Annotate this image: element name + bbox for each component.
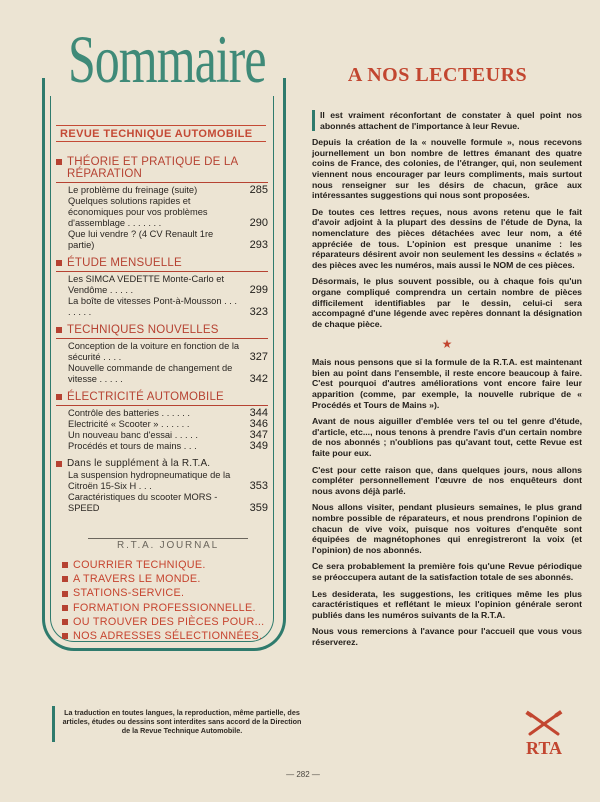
journal-item[interactable] [62, 615, 272, 629]
bullet-square-icon [56, 394, 62, 400]
bullet-square-icon [62, 633, 68, 639]
toc-item-label: Que lui vendre ? (4 CV Renault 1re partie) [68, 229, 214, 250]
journal-item-label: COURRIER TECHNIQUE. [73, 559, 206, 571]
star-separator-icon: ★ [441, 337, 453, 352]
toc-item[interactable] [68, 274, 268, 296]
table-of-contents [56, 150, 268, 514]
toc-item-page: 342 [249, 373, 268, 385]
section-title: THÉORIE ET PRATIQUE DE LA RÉPARATION [67, 156, 238, 180]
article-paragraph: Depuis la création de la « nouvelle formule », nous recevons journellement un bon nombre de lettres émanant des quatre coins de France, des colonies, de l'étranger, qui, non seulement viennent nous encourager par leurs compliments, mais surtout nous renseigner sur les désirs de chacun, grâce aux intéressantes suggestions qui nous sont proposées. [312, 137, 582, 201]
toc-item[interactable] [68, 441, 268, 452]
toc-item-label: Caractéristiques du scooter MORS - SPEED [68, 492, 218, 513]
article-paragraph: Désormais, le plus souvent possible, ou à chaque fois qu'un organe compliqué comprendra un certain nombre de pièces difficilement identifiables par le dessin, celui-ci sera accompagné d'une légende avec repères donnant la désignation de chaque pièce. [312, 276, 582, 329]
journal-item-label: FORMATION PROFESSIONNELLE. [73, 601, 256, 614]
toc-item-label: La boîte de vitesses Pont-à-Mousson . . . . . . . . [68, 296, 237, 317]
bullet-square-icon [62, 619, 68, 625]
toc-heading: REVUE TECHNIQUE AUTOMOBILE [56, 125, 266, 142]
bullet-square-icon [62, 562, 68, 568]
toc-item-page: 293 [249, 239, 268, 251]
journal-list [62, 558, 272, 643]
legal-notice [62, 708, 302, 735]
article-paragraph: C'est pour cette raison que, dans quelques jours, nous allons compléter personnellement l'œuvre de nos enquêteurs dont nous avons déjà parlé. [312, 464, 582, 496]
journal-item-label: STATIONS-SERVICE. [73, 587, 185, 600]
article-paragraph: Avant de nous aiguiller d'emblée vers tel ou tel genre d'étude, d'article, etc..., nous tenons à prendre l'avis d'un certain nombre de nos abonnés ; n'oublions pas qu'avant tout, cette Revue est faite pour eux. [312, 416, 582, 459]
toc-section [56, 391, 268, 452]
section-title: ÉLECTRICITÉ AUTOMOBILE [67, 391, 224, 403]
toc-item-label: Le problème du freinage (suite) [68, 185, 198, 195]
bullet-square-icon [62, 605, 68, 611]
bullet-square-icon [56, 260, 62, 266]
journal-item-label: NOS ADRESSES SÉLECTIONNÉES. [73, 630, 263, 643]
toc-item-label: Nouvelle commande de changement de vitesse . . . . . [68, 363, 233, 384]
bullet-square-icon [56, 461, 62, 467]
article-title: A NOS LECTEURS [347, 64, 528, 86]
legal-text: La traduction en toutes langues, la reproduction, même partielle, des articles, études ou dessins sont interdites sans accord de la Direction de la Revue Technique Automobile. [62, 708, 302, 735]
journal-item-label: OU TROUVER DES PIÈCES POUR... [73, 615, 265, 628]
toc-item-page: 353 [249, 480, 268, 492]
article-paragraph: Il est vraiment réconfortant de constater à quel point nos abonnés attachent de l'importance à leur Revue. [312, 110, 582, 131]
journal-item[interactable] [62, 558, 272, 572]
toc-section [56, 257, 268, 318]
section-rule [56, 182, 268, 183]
section-title: ÉTUDE MENSUELLE [67, 257, 182, 269]
section-rule [56, 338, 268, 339]
toc-item-page: 327 [249, 351, 268, 363]
toc-item[interactable] [68, 492, 268, 514]
section-rule [56, 271, 268, 272]
toc-item-label: Les SIMCA VEDETTE Monte-Carlo et Vendôme . . . . . [68, 274, 225, 295]
toc-item-page: 359 [249, 502, 268, 514]
bullet-square-icon [56, 327, 62, 333]
toc-item-label: Procédés et tours de mains . . . [68, 441, 197, 451]
article-paragraph: Les desiderata, les suggestions, les critiques même les plus caractéristiques et reflétant le mieux l'opinion générale seront publiés dans les numéros suivants de la R.T.A. [312, 588, 582, 620]
logo-text: RTA [525, 738, 563, 758]
bullet-square-icon [62, 591, 68, 597]
toc-item[interactable] [68, 229, 268, 251]
rta-logo-icon [518, 710, 570, 760]
toc-section [56, 156, 268, 251]
article-paragraph: Ce sera probablement la première fois qu'une Revue périodique se préoccupera autant de la satisfaction totale de ses abonnés. [312, 561, 582, 582]
article-paragraph: Mais nous pensons que si la formule de la R.T.A. est maintenant bien au point dans l'ensemble, il reste encore beaucoup à faire. C'est pourquoi d'autres améliorations vont encore faire leur apparition (comme, par exemple, la nouvelle rubrique de « Procédés et Tours de Mains »). [312, 357, 582, 410]
toc-item[interactable] [68, 196, 268, 229]
toc-item-label: Un nouveau banc d'essai . . . . . [68, 430, 198, 440]
toc-item[interactable] [68, 296, 268, 318]
journal-item-label: A TRAVERS LE MONDE. [73, 573, 201, 586]
toc-item[interactable] [68, 408, 268, 419]
toc-item-label: Contrôle des batteries . . . . . . [68, 408, 190, 418]
bullet-square-icon [56, 159, 62, 165]
toc-item-page: 299 [249, 284, 268, 296]
toc-item-label: Electricité « Scooter » . . . . . . [68, 419, 190, 429]
toc-item-page: 344 [249, 407, 268, 419]
article-paragraph: Nous allons visiter, pendant plusieurs semaines, le plus grand nombre possible de réparateurs, et nous prendrons l'opinion de chacun de vive voix, puisque nos voitures d'enquête sont équipées de magnétophones qui enregistreront la voix (et l'opinion) de nos abonnés. [312, 502, 582, 555]
toc-item-page: 323 [249, 306, 268, 318]
toc-item-page: 290 [249, 217, 268, 229]
journal-heading: R.T.A. JOURNAL [88, 538, 248, 551]
toc-item[interactable] [68, 419, 268, 430]
article-paragraph: Nous vous remercions à l'avance pour l'accueil que vous vous réserverez. [312, 626, 582, 647]
article-body [312, 110, 582, 654]
journal-item[interactable] [62, 572, 272, 586]
bullet-square-icon [62, 576, 68, 582]
toc-item-label: La suspension hydropneumatique de la Citroën 15-Six H . . . [68, 470, 231, 491]
toc-item[interactable] [68, 363, 268, 385]
section-title: Dans le supplément à la R.T.A. [67, 458, 211, 469]
toc-item-page: 285 [249, 184, 268, 196]
legal-bar [52, 706, 55, 742]
toc-item[interactable] [68, 341, 268, 363]
toc-item-page: 349 [249, 440, 268, 452]
toc-section [56, 324, 268, 385]
toc-section [56, 458, 268, 514]
toc-item-label: Conception de la voiture en fonction de la sécurité . . . . [68, 341, 240, 362]
article-paragraph: De toutes ces lettres reçues, nous avons retenu que le fait d'avoir adjoint à la plupart des dessins de l'étude de Dyna, la nomenclature des pièces détachées avec leur nom, a été appréciée de tous. L'opinion est presque unanime : les réparateurs désirent avoir non seulement les dessins « éclatés » des pièces avec les numéros, mais aussi le NOM de ces pièces. [312, 206, 582, 270]
toc-item[interactable] [68, 470, 268, 492]
page-number: — 282 — [286, 770, 320, 779]
toc-item[interactable] [68, 185, 268, 196]
toc-item-label: Quelques solutions rapides et économiques pour vos problèmes d'assemblage . . . . . . . [68, 196, 208, 228]
journal-item[interactable] [62, 629, 272, 643]
sommaire-title: Sommaire [68, 21, 266, 97]
section-rule [56, 405, 268, 406]
journal-item[interactable] [62, 601, 272, 615]
section-title: TECHNIQUES NOUVELLES [67, 324, 219, 336]
journal-item[interactable] [62, 586, 272, 600]
toc-item-page: 346 [249, 418, 268, 430]
toc-item[interactable] [68, 430, 268, 441]
toc-item-page: 347 [249, 429, 268, 441]
